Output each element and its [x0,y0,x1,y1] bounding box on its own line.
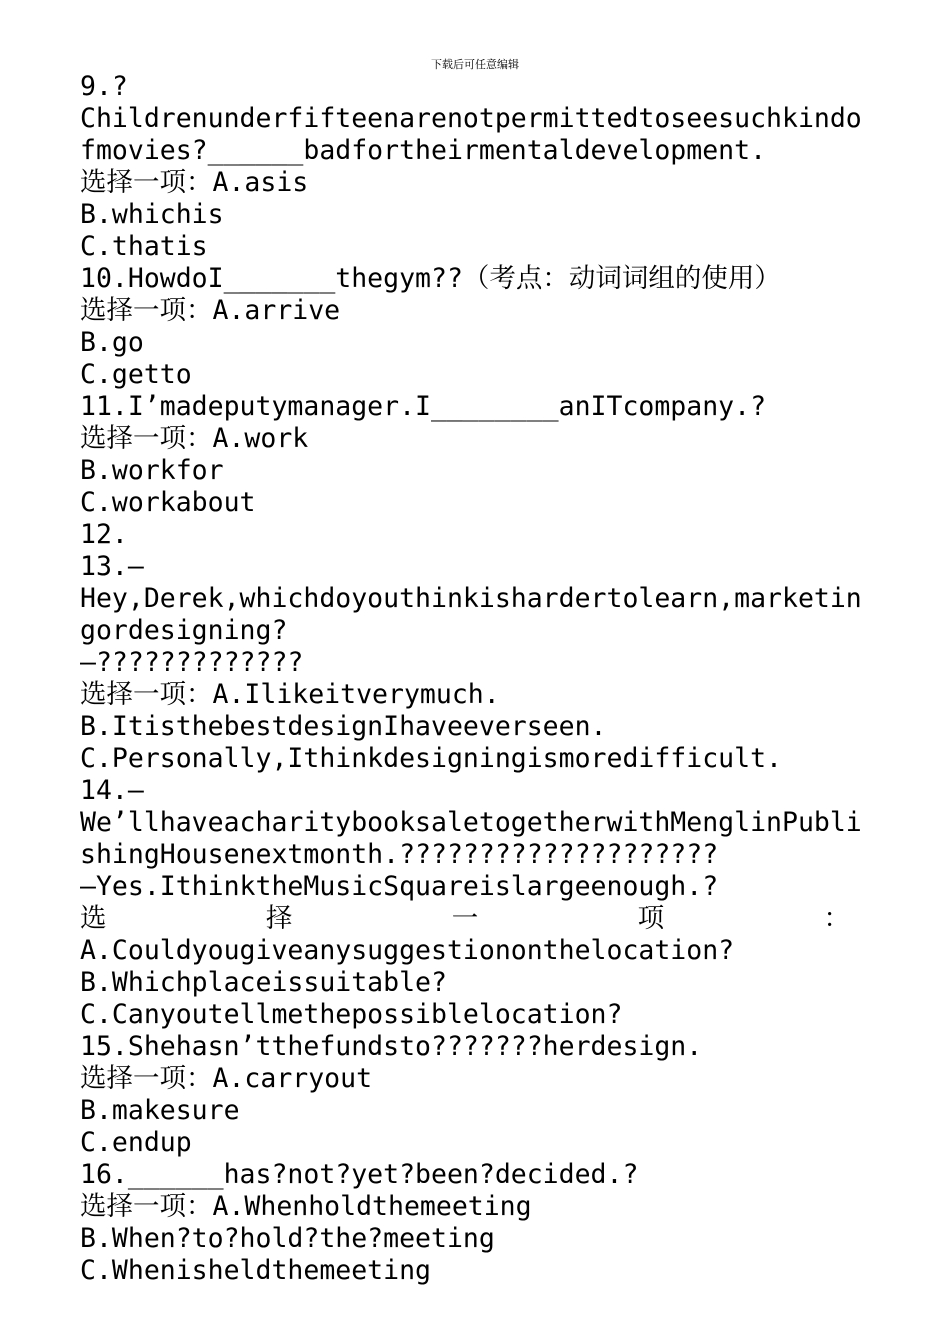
page-header: 下载后可任意编辑 [431,58,519,71]
document-body [80,71,870,1287]
text-line: C.Whenisheldthemeeting [80,1255,431,1286]
text-line: 12. [80,519,128,550]
text-line: —????????????? [80,647,304,678]
text-line: 9.? [80,71,128,102]
text-line: B.go [80,327,144,358]
text-line: gordesigning? [80,615,288,646]
text-line: —Yes.IthinktheMusicSquareislargeenough.? [80,871,719,902]
text-line: 选择一项：A.asis [80,167,309,198]
text-line: 选择一项：A.arrive [80,295,341,326]
text-line: C.thatis [80,231,208,262]
text-line: A.Couldyougiveanysuggestiononthelocation? [80,935,735,966]
text-line: C.getto [80,359,192,390]
text-line: shingHousenextmonth.???????????????????? [80,839,719,870]
text-line: C.Personally,Ithinkdesigningismoredifficult. [80,743,782,774]
text-line: 选择一项：A.carryout [80,1063,373,1094]
text-line: 15.Shehasn’tthefundsto???????herdesign. [80,1031,703,1062]
text-line: fmovies?______badfortheirmentaldevelopment. [80,135,767,166]
text-line: 选择一项：A.Whenholdthemeeting [80,1191,532,1222]
text-line: 13.— [80,551,144,582]
text-line: B.ItisthebestdesignIhaveeverseen. [80,711,607,742]
spread-char: 一 [451,903,479,934]
spread-char: 择 [265,903,293,934]
text-line: B.When?to?hold?the?meeting [80,1223,495,1254]
spread-char: 选 [80,903,107,934]
text-line: 16.______has?not?yet?been?decided.? [80,1159,639,1190]
text-line: C.workabout [80,487,256,518]
text-line: 选择一项：A.Ilikeitverymuch. [80,679,500,710]
text-line: B.whichis [80,199,224,230]
text-line: C.Canyoutellmethepossiblelocation? [80,999,623,1030]
text-line: 14.— [80,775,144,806]
text-line: 选择一项：A.work [80,423,309,454]
text-line: C.endup [80,1127,192,1158]
text-line: 10.HowdoI_______thegym??（考点：动词词组的使用） [80,263,781,294]
text-line: B.makesure [80,1095,240,1126]
justified-choice-label [80,903,850,935]
spread-char: 项 [637,903,665,934]
text-line: B.workfor [80,455,224,486]
text-line: Childrenunderfifteenarenotpermittedtoseesuchkindo [80,103,862,134]
text-line: Hey,Derek,whichdoyouthinkishardertolearn,marketin [80,583,862,614]
text-line: We’llhaveacharitybooksaletogetherwithMenglinPubli [80,807,862,838]
text-line: B.Whichplaceissuitable? [80,967,447,998]
text-line: 11.I’madeputymanager.I________anITcompany.? [80,391,767,422]
spread-char: ： [823,903,850,934]
